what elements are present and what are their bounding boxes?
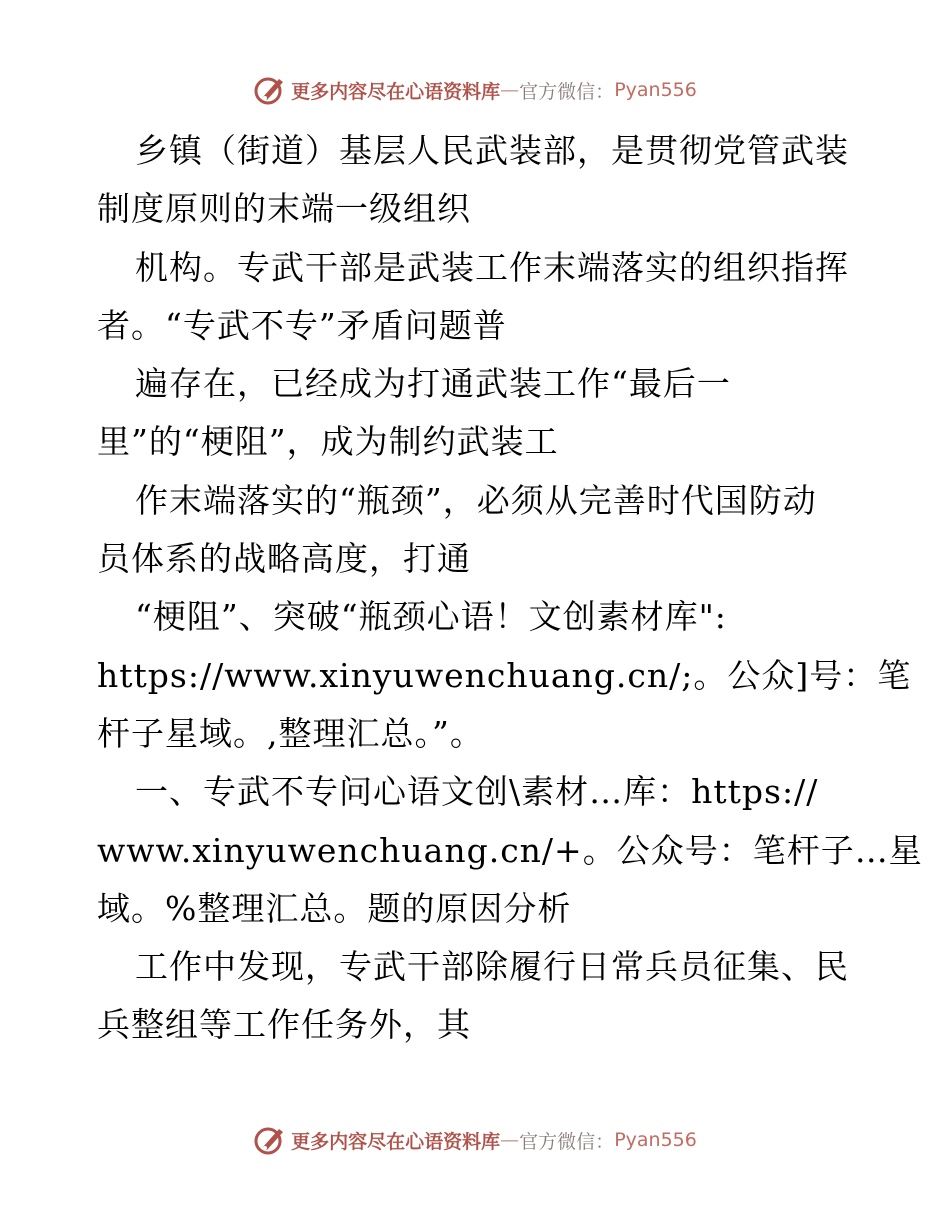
- text-line-3: 机构。专武干部是武装工作末端落实的组织指挥: [135, 247, 849, 287]
- text-line-8: 员体系的战略高度，打通: [97, 539, 471, 579]
- text-line-4: 者。“专武不专”矛盾问题普: [97, 305, 507, 345]
- watermark-main-text: 更多内容尽在心语资料库: [291, 1130, 501, 1153]
- text-line-11: 杆子星域。,整理汇总。”。: [97, 713, 484, 753]
- text-line-1: 乡镇（街道）基层人民武装部，是贯彻党管武装: [135, 131, 849, 170]
- text-line-5: 遍存在，已经成为打通武装工作“最后一: [135, 364, 731, 404]
- text-line-10: https://www.xinyuwenchuang.cn/;。公众]号：笔: [97, 655, 912, 695]
- watermark-wechat-id: Pyan556: [614, 1129, 697, 1151]
- text-line-14: 域。%整理汇总。题的原因分析: [97, 888, 572, 928]
- text-line-16: 兵整组等工作任务外，其: [97, 1005, 471, 1045]
- text-line-6: 里”的“梗阻”，成为制约武装工: [97, 422, 559, 462]
- watermark-wechat-label: 官方微信：: [519, 80, 615, 103]
- watermark-main-text: 更多内容尽在心语资料库: [291, 80, 501, 103]
- pen-logo-icon: [253, 1123, 287, 1157]
- watermark-dash: —: [500, 79, 520, 101]
- footer-watermark: [0, 1120, 950, 1160]
- watermark-dash: —: [500, 1129, 520, 1151]
- text-line-13: www.xinyuwenchuang.cn/+。公众号：笔杆子…星: [97, 830, 923, 870]
- text-line-15: 工作中发现，专武干部除履行日常兵员征集、民: [135, 947, 849, 987]
- document-body: [97, 122, 923, 1055]
- header-watermark: [0, 70, 950, 110]
- text-line-12: 一、专武不专问心语文创\素材…库：https://: [135, 772, 819, 812]
- text-line-2: 制度原则的末端一级组织: [97, 189, 471, 229]
- watermark-wechat-label: 官方微信：: [519, 1130, 615, 1153]
- watermark-wechat-id: Pyan556: [614, 79, 697, 101]
- pen-logo-icon: [253, 73, 287, 107]
- text-line-9: “梗阻”、突破“瓶颈心语！文创素材库":: [135, 597, 727, 637]
- text-line-7: 作末端落实的“瓶颈”，必须从完善时代国防动: [135, 480, 817, 520]
